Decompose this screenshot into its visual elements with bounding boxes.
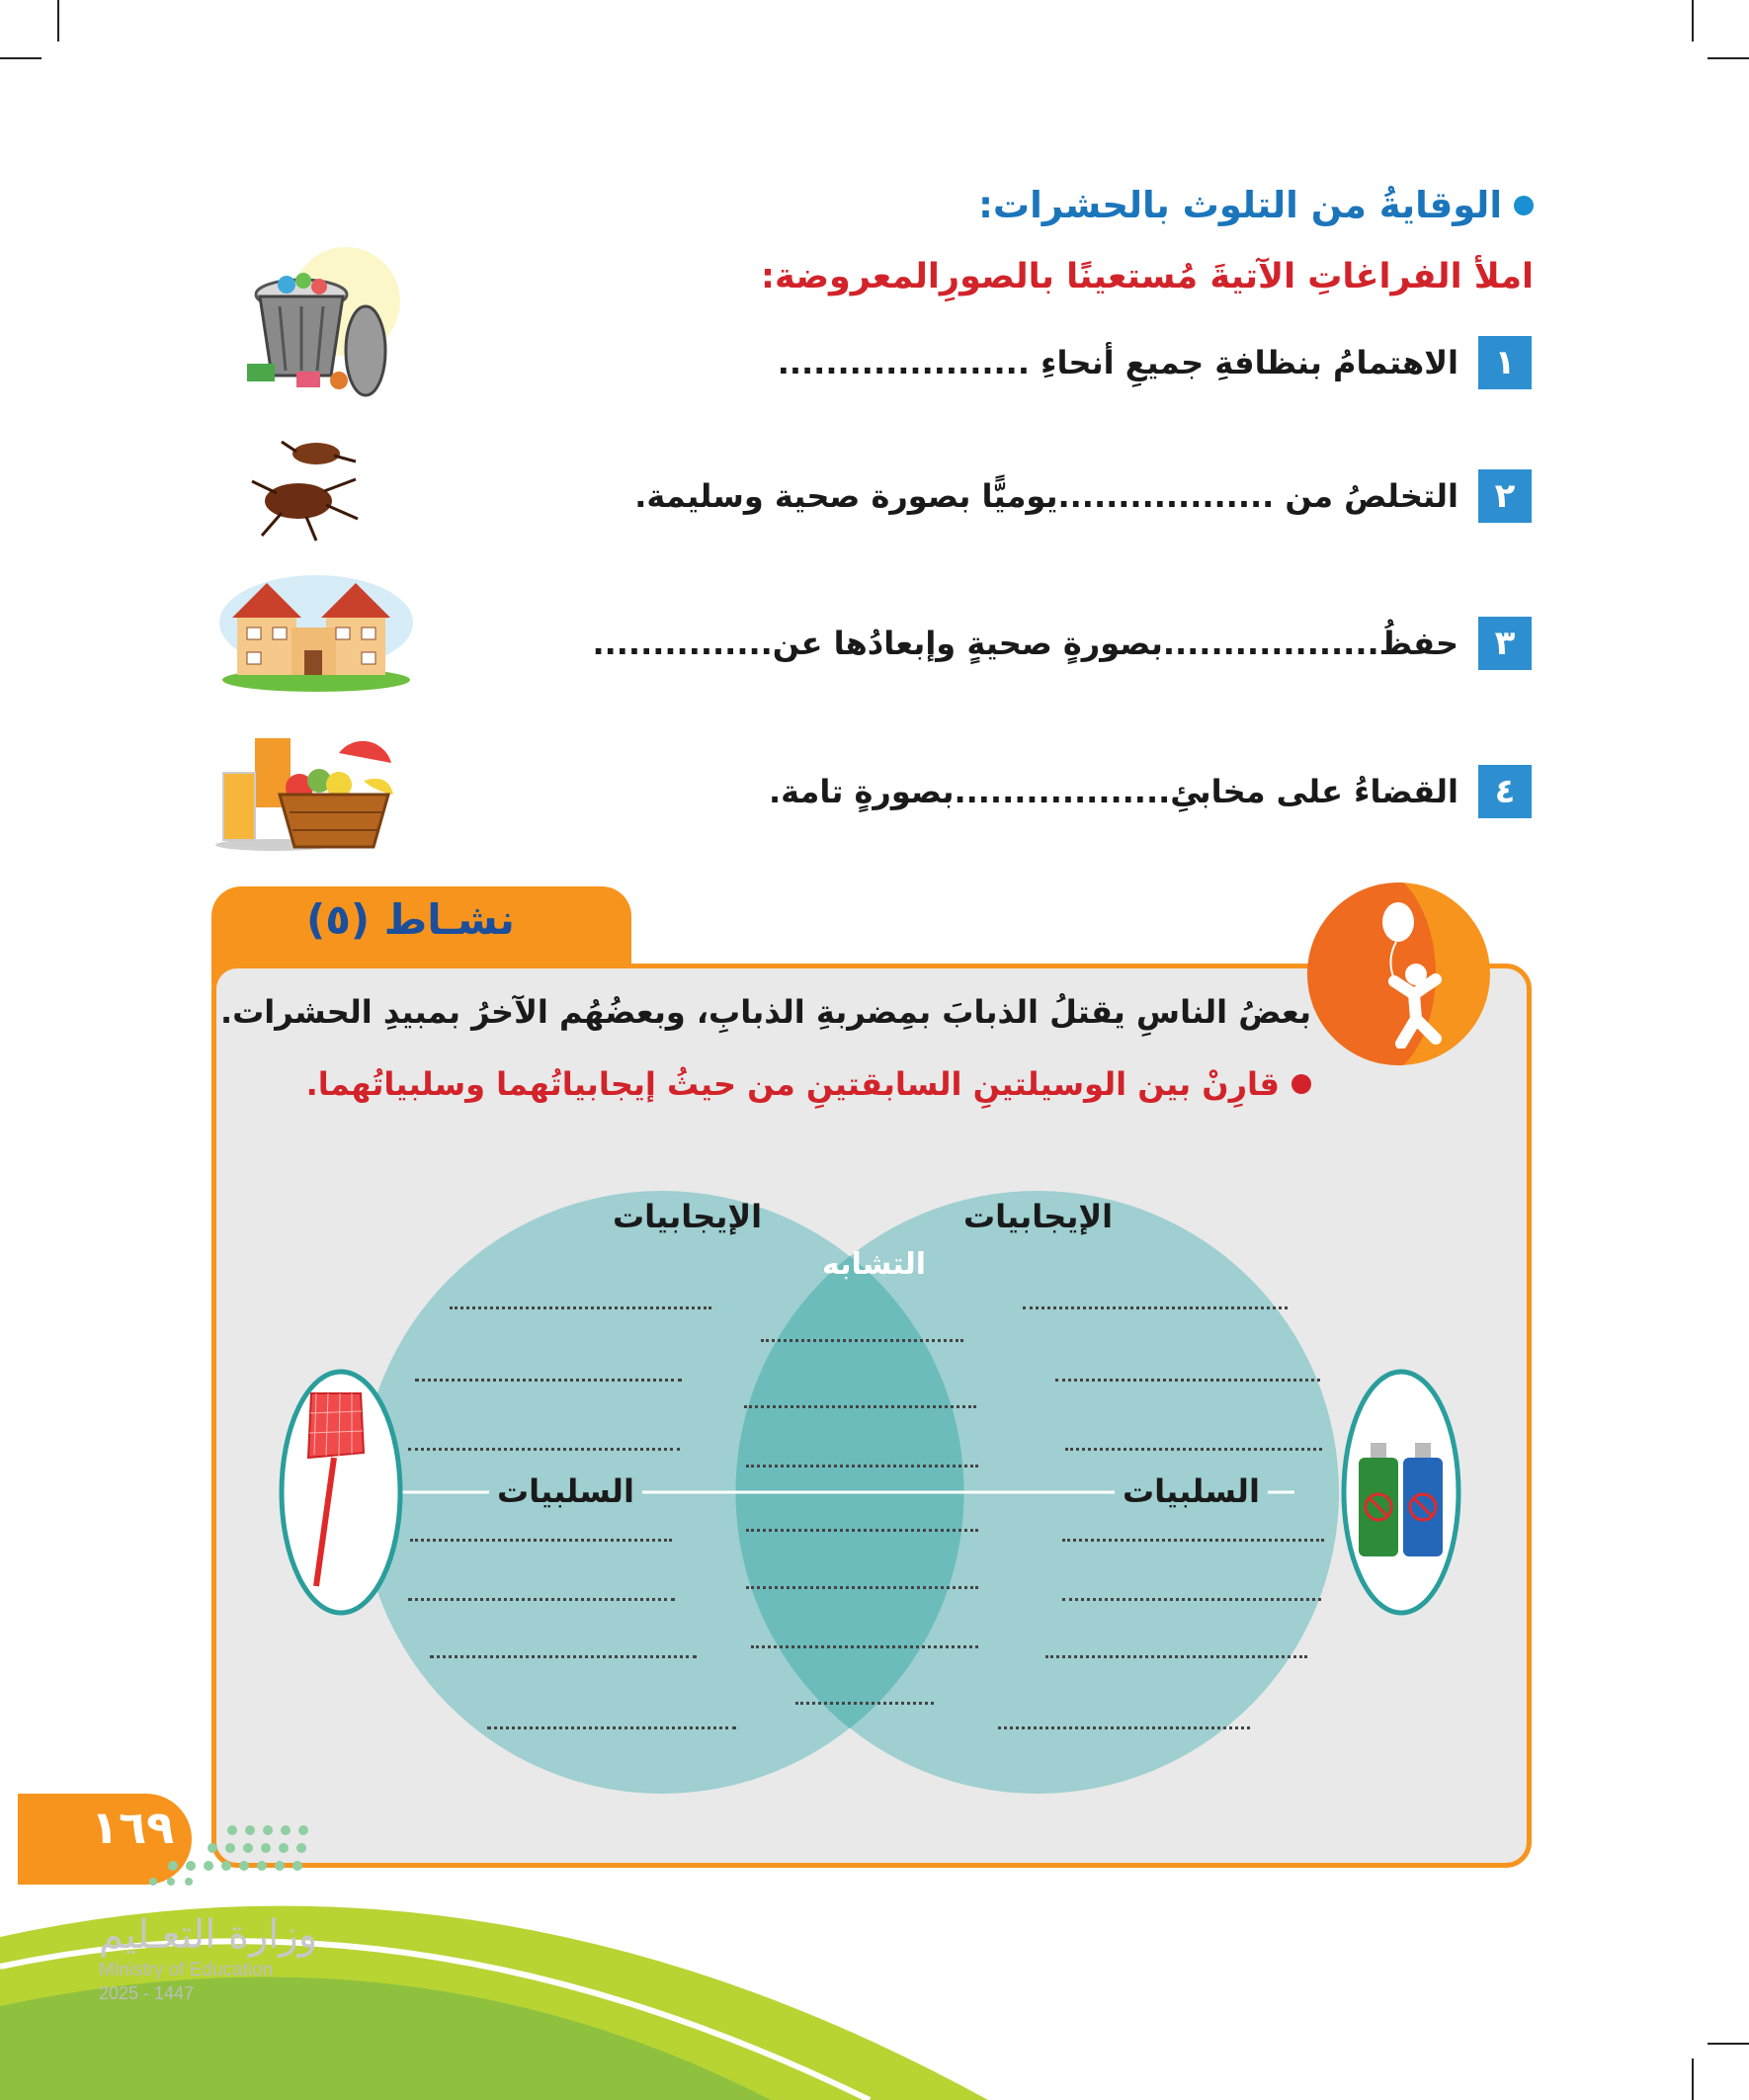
answer-line	[1062, 1539, 1324, 1542]
answer-line	[408, 1448, 680, 1451]
item-text: الاهتمامُ بنظافةِ جميعِ أنحاءِ .....................	[777, 344, 1458, 381]
item-number: ٢	[1478, 469, 1532, 523]
answer-line	[408, 1598, 675, 1601]
item-text: التخلصُ من ..................يوميًّا بصورة صحية وسليمة.	[634, 477, 1458, 515]
answer-line	[1062, 1598, 1321, 1601]
item-number: ٣	[1478, 617, 1532, 670]
answer-line	[1065, 1448, 1322, 1451]
activity-title: نشـاط (٥)	[306, 895, 515, 944]
similarity-label: التشابه	[822, 1247, 927, 1282]
instruction: املأ الفراغاتِ الآتيةَ مُستعينًا بالصورِالمعروضة:	[761, 257, 1534, 296]
answer-line	[751, 1645, 978, 1648]
answer-line	[746, 1465, 978, 1468]
fly-swatter-icon	[296, 1384, 375, 1601]
item-number: ١	[1478, 336, 1532, 389]
ministry-name-ar: وزارة التعـليم	[99, 1912, 318, 1958]
answer-line	[746, 1586, 978, 1589]
answer-line	[795, 1702, 934, 1705]
answer-line	[430, 1655, 697, 1658]
ministry-year: 2025 - 1447	[99, 1983, 195, 2003]
ministry-name-en: Ministry of Education	[99, 1960, 274, 1980]
answer-line	[761, 1339, 963, 1342]
answer-line	[450, 1306, 711, 1309]
page-number: ١٦٩	[91, 1801, 175, 1854]
answer-line	[487, 1726, 736, 1729]
activity-task-text: قارِنْ بين الوسيلتينِ السابقتينِ من حيثُ إيجابياتُهما وسلبياتُهما.	[305, 1065, 1280, 1103]
right-positives-label: الإيجابيات	[963, 1198, 1114, 1235]
activity-intro: بعضُ الناسِ يقتلُ الذبابَ بمِضربةِ الذبابِ، وبعضُهُم الآخرُ بمبيدِ الحشرات.	[219, 993, 1311, 1031]
left-negatives-label: السلبيات	[489, 1472, 642, 1510]
item-text: حفظُ..................بصورةٍ صحيةٍ وإبعادُها عن...............	[592, 625, 1458, 662]
right-negatives-label: السلبيات	[1115, 1472, 1268, 1510]
ministry-logo-icon	[114, 1820, 311, 1890]
answer-line	[998, 1726, 1250, 1729]
answer-line	[746, 1529, 978, 1532]
answer-line	[1055, 1379, 1320, 1382]
insecticide-spray-icon	[1349, 1438, 1458, 1566]
answer-line	[415, 1379, 682, 1382]
item-text: القضاءُ على مخابئِ..................بصورةٍ تامة.	[768, 773, 1458, 810]
section-title: الوقايةُ من التلوث بالحشرات:	[978, 184, 1502, 226]
answer-line	[410, 1539, 672, 1542]
left-positives-label: الإيجابيات	[613, 1198, 763, 1235]
answer-line	[1023, 1306, 1288, 1309]
answer-line	[744, 1405, 976, 1408]
answer-line	[1045, 1655, 1307, 1658]
item-number: ٤	[1478, 765, 1532, 818]
